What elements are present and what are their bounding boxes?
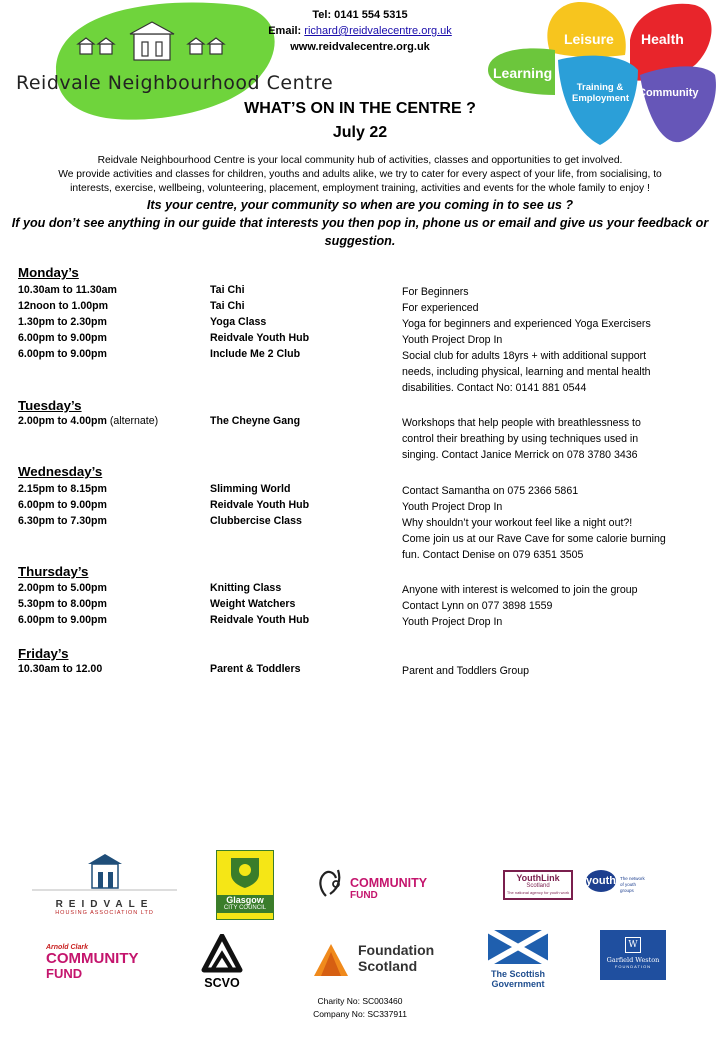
row-activity: Tai Chi [210, 284, 245, 296]
youthlink-scotland: Scotland [526, 883, 550, 889]
row-time: 1.30pm to 2.30pm [18, 316, 107, 328]
desc-line: Youth Project Drop In [402, 616, 503, 628]
health-label: Health [641, 31, 684, 47]
schedule-row [18, 316, 708, 331]
desc-line: Why shouldn’t your workout feel like a night out?! [402, 517, 633, 529]
schedule-row [18, 284, 708, 299]
call-line-3: suggestion. [324, 234, 396, 248]
row-time: 5.30pm to 8.00pm [18, 598, 107, 610]
foundation-scotland-logo [312, 940, 444, 984]
garfield-weston-logo [600, 930, 666, 980]
row-time: 10.30am to 12.00 [18, 663, 103, 675]
schedule-row [18, 663, 708, 678]
schedule-row [18, 300, 708, 315]
glasgow-city-council-logo [216, 850, 274, 920]
schedule-row [18, 415, 708, 461]
scvo-logo [196, 934, 248, 992]
desc-line: disabilities. Contact No: 0141 881 0544 [402, 382, 587, 394]
scotgov-line-1: The Scottish [490, 969, 545, 979]
leisure-label: Leisure [564, 31, 614, 47]
day-heading-tuesday: Tuesday’s [18, 398, 82, 413]
desc-line: For experienced [402, 302, 479, 314]
schedule-row [18, 483, 708, 498]
garfield-name: Garfield Weston [606, 956, 660, 964]
phone-number: Tel: 0141 554 5315 [312, 9, 408, 21]
community-fund-word: COMMUNITY [350, 876, 428, 890]
row-activity: Weight Watchers [210, 598, 296, 610]
foundation-scotland-word: Scotland [358, 958, 418, 974]
youth-sub-2: of youth groups [620, 882, 637, 893]
row-description [402, 598, 702, 614]
row-activity: Reidvale Youth Hub [210, 332, 310, 344]
scotgov-line-2: Government [491, 979, 545, 989]
community-label: Community [638, 87, 699, 99]
arnold-clark-word: Arnold Clark [46, 944, 89, 951]
reidvale-building-icon [32, 850, 177, 894]
page-month: July 22 [332, 124, 388, 141]
day-heading-wednesday: Wednesday’s [18, 464, 103, 479]
company-number: Company No: SC337911 [313, 1009, 407, 1019]
row-time-note: (alternate) [106, 415, 159, 427]
youthlink-sub: The national agency for youth work [506, 890, 570, 895]
row-description [402, 316, 702, 332]
row-description [402, 348, 702, 396]
reidvale-name: REIDVALE [55, 899, 154, 910]
desc-line: Yoga for beginners and experienced Yoga Exercisers [402, 318, 651, 330]
row-time: 6.00pm to 9.00pm [18, 348, 107, 360]
training-line1: Training & [576, 82, 624, 93]
intro-line-1: Reidvale Neighbourhood Centre is your local community hub of activities, classes and opportunities to get involved. [97, 155, 623, 166]
row-time: 12noon to 1.00pm [18, 300, 109, 312]
desc-line: Anyone with interest is welcomed to join the group [402, 584, 638, 596]
row-description [402, 284, 702, 300]
charity-number: Charity No: SC003460 [317, 996, 403, 1006]
national-lottery-community-fund-logo [316, 860, 438, 904]
youthlink-word: YouthLink [516, 873, 560, 883]
centre-name: Reidvale Neighbourhood Centre [16, 72, 334, 94]
garfield-w-icon: W [625, 937, 641, 953]
day-heading-friday: Friday’s [18, 646, 69, 661]
row-description [402, 332, 702, 348]
youth-sub-1: The network [620, 876, 645, 881]
call-line-2: If you don’t see anything in our guide that interests you then pop in, phone us or email and give us your feedback or [11, 216, 709, 230]
scvo-word: SCVO [204, 976, 240, 990]
day-heading-monday: Monday’s [18, 265, 79, 280]
schedule-row [18, 598, 708, 613]
row-time: 2.15pm to 8.15pm [18, 483, 107, 495]
row-activity: Knitting Class [210, 582, 282, 594]
reidvale-housing-logo [32, 850, 177, 918]
youth-word: youth [586, 870, 616, 892]
desc-line: fun. Contact Denise on 079 6351 3505 [402, 549, 584, 561]
garfield-foundation: FOUNDATION [614, 964, 652, 969]
schedule-row [18, 348, 708, 394]
reidvale-sub: HOUSING ASSOCIATION LTD [55, 910, 154, 916]
desc-line: Youth Project Drop In [402, 501, 503, 513]
row-activity: The Cheyne Gang [210, 415, 301, 427]
website: www.reidvalecentre.org.uk [290, 41, 430, 53]
row-time: 2.00pm to 5.00pm [18, 582, 107, 594]
row-description [402, 614, 702, 630]
row-time: 6.00pm to 9.00pm [18, 614, 107, 626]
learning-label: Learning [493, 65, 553, 81]
row-time: 6.00pm to 9.00pm [18, 332, 107, 344]
arnold-fund-word: FUND [46, 966, 83, 981]
foundation-flame-icon [312, 942, 350, 978]
row-description [402, 499, 702, 515]
scvo-mark-icon [200, 934, 244, 974]
row-activity: Yoga Class [210, 316, 267, 328]
scottish-government-logo [486, 930, 550, 990]
desc-line: Contact Lynn on 077 3898 1559 [402, 600, 553, 612]
email-label: Email: [268, 25, 302, 37]
row-activity: Tai Chi [210, 300, 245, 312]
saltire-flag-icon [488, 930, 548, 964]
row-description [402, 483, 702, 499]
training-label [572, 82, 628, 104]
row-activity: Include Me 2 Club [210, 348, 301, 360]
crossed-fingers-icon [316, 864, 346, 898]
row-description [402, 415, 702, 463]
schedule-row [18, 332, 708, 347]
desc-line: Social club for adults 18yrs + with additional support [402, 350, 647, 362]
youth-scotland-logo [586, 870, 650, 896]
schedule-row [18, 582, 708, 597]
schedule-row [18, 499, 708, 514]
page-title: WHAT’S ON IN THE CENTRE ? [244, 100, 476, 117]
desc-line: For Beginners [402, 286, 469, 298]
row-description [402, 300, 702, 316]
row-time [18, 415, 158, 427]
email-link[interactable]: richard@reidvalecentre.org.uk [304, 25, 452, 37]
schedule-row [18, 614, 708, 629]
desc-line: Come join us at our Rave Cave for some calorie burning [402, 533, 666, 545]
intro-line-2: We provide activities and classes for children, youths and adults alike, we try to cater for every aspect of your life, from socialising, to [58, 169, 662, 180]
row-description [402, 663, 702, 679]
row-activity: Parent & Toddlers [210, 663, 301, 675]
arnold-community-word: COMMUNITY [46, 950, 139, 967]
desc-line: Youth Project Drop In [402, 334, 503, 346]
row-time: 6.30pm to 7.30pm [18, 515, 107, 527]
glasgow-council: CITY COUNCIL [217, 905, 273, 913]
desc-line: singing. Contact Janice Merrick on 078 3780 3436 [402, 449, 638, 461]
desc-line: control their breathing by using techniques used in [402, 433, 639, 445]
intro-line-3: interests, exercise, wellbeing, volunteering, placement, employment training, activities and events for the whole family to enjoy ! [70, 183, 650, 194]
row-time-value: 2.00pm to 4.00pm [18, 415, 107, 427]
row-activity: Slimming World [210, 483, 291, 495]
row-activity: Clubbercise Class [210, 515, 302, 527]
row-time: 10.30am to 11.30am [18, 284, 117, 296]
training-line2: Employment [572, 93, 630, 104]
schedule-row [18, 515, 708, 561]
desc-line: Contact Samantha on 075 2366 5861 [402, 485, 579, 497]
row-description [402, 582, 702, 598]
desc-line: needs, including physical, learning and mental health [402, 366, 651, 378]
call-line-1: Its your centre, your community so when are you coming in to see us ? [146, 198, 574, 212]
day-heading-thursday: Thursday’s [18, 564, 89, 579]
foundation-word: Foundation [358, 942, 435, 958]
row-description [402, 515, 702, 563]
glasgow-word: Glasgow [217, 895, 273, 905]
row-activity: Reidvale Youth Hub [210, 614, 310, 626]
glasgow-crest-icon [225, 854, 265, 890]
arnold-clark-community-fund-logo [46, 944, 158, 990]
desc-line: Parent and Toddlers Group [402, 665, 530, 677]
row-activity: Reidvale Youth Hub [210, 499, 310, 511]
community-fund-fund: FUND [350, 890, 378, 901]
youthlink-scotland-logo [503, 870, 573, 900]
desc-line: Workshops that help people with breathlessness to [402, 417, 641, 429]
row-time: 6.00pm to 9.00pm [18, 499, 107, 511]
